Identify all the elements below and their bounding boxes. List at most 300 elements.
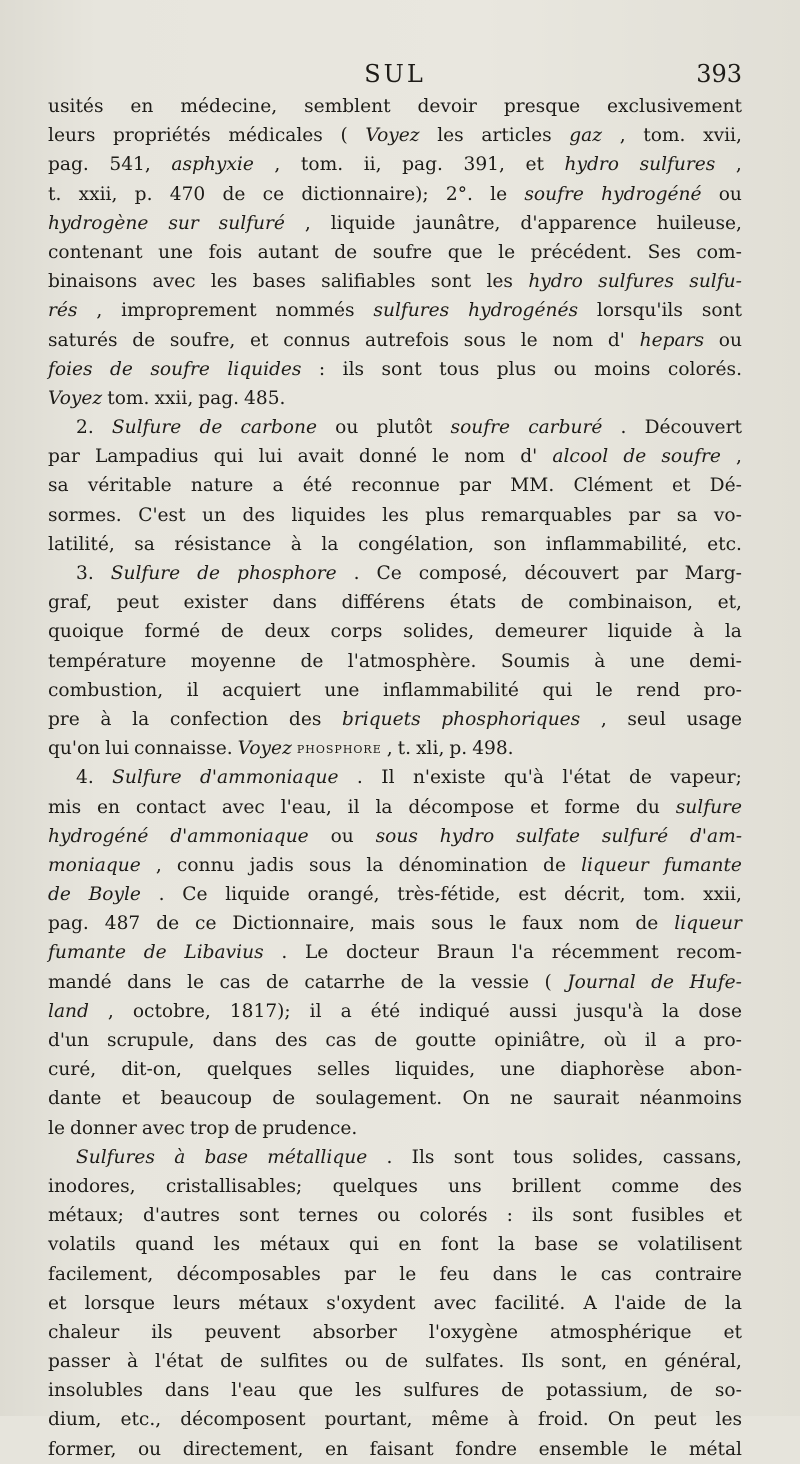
word: découvert	[524, 563, 619, 584]
word: cas	[600, 1263, 632, 1285]
word: ils	[531, 1205, 554, 1227]
word: base	[204, 1146, 249, 1168]
word: médecine,	[180, 96, 278, 117]
word: qui	[348, 1234, 379, 1256]
word: de	[110, 358, 133, 380]
word: la	[724, 1292, 742, 1314]
word: l'oxygène	[428, 1321, 519, 1343]
word: l'atmosphère.	[347, 650, 477, 672]
word: sulfures	[403, 1380, 480, 1402]
word: récemment	[551, 942, 659, 964]
word: comme	[611, 1175, 680, 1197]
word: métallique	[267, 1146, 368, 1168]
word: xxii,	[154, 387, 194, 409]
word: semblent	[304, 96, 391, 117]
word: devoir	[417, 96, 477, 117]
word: sa	[48, 475, 69, 497]
word: l'état	[562, 767, 611, 789]
word: nom	[464, 446, 506, 468]
word: soufre	[661, 446, 721, 468]
word: 3.	[76, 563, 94, 584]
word: Marg-	[684, 563, 742, 584]
word: asphyxie	[171, 154, 254, 176]
word: par	[635, 563, 668, 584]
word: dans	[272, 592, 317, 614]
word: décomposables	[176, 1263, 321, 1285]
word: xxii,	[78, 183, 118, 205]
word: sont	[381, 358, 422, 380]
word: sont	[430, 271, 472, 293]
word: à	[100, 708, 112, 730]
word: carburé	[528, 417, 603, 439]
word: une	[629, 650, 665, 672]
word: insolubles	[48, 1380, 143, 1402]
word: soufre	[372, 241, 433, 263]
word: peut	[116, 592, 159, 614]
text-line	[48, 471, 742, 500]
word: et	[48, 1292, 67, 1314]
word: les	[382, 504, 409, 526]
word: propriétés	[112, 125, 211, 147]
word: qui	[542, 679, 573, 701]
text-line	[48, 588, 742, 617]
word: ,	[735, 154, 742, 176]
word: ,	[155, 854, 162, 876]
word: la	[662, 1000, 680, 1022]
word: orangé,	[307, 884, 380, 906]
text-line	[48, 1347, 742, 1376]
word: chaleur	[48, 1321, 120, 1343]
word: faisant	[369, 1438, 434, 1460]
word: 2.	[76, 417, 94, 439]
word: le	[187, 971, 204, 993]
word: bases	[252, 271, 306, 293]
word: scrupule,	[106, 1030, 195, 1051]
word: 1817);	[229, 1000, 291, 1022]
word: par	[459, 475, 492, 497]
word: lorsqu'ils	[596, 300, 683, 322]
word: de	[143, 942, 167, 964]
word: fumante	[48, 942, 127, 964]
word: Découvert	[644, 417, 742, 439]
word: fois	[208, 241, 243, 263]
word: a	[674, 1030, 686, 1051]
text-line	[48, 705, 742, 734]
text-line	[48, 1318, 742, 1347]
word: .	[353, 563, 360, 584]
word: t.	[48, 183, 62, 205]
word: l'aide	[614, 1292, 666, 1314]
word: nom	[578, 913, 620, 935]
text-line	[48, 1201, 742, 1230]
word: seul	[627, 708, 666, 730]
text-line	[48, 1230, 742, 1259]
word: fondre	[455, 1438, 518, 1460]
word: cristallisables;	[165, 1175, 303, 1197]
word: forme	[564, 796, 621, 818]
word: reconnue	[351, 475, 440, 497]
word: une	[158, 241, 194, 263]
word: 498.	[472, 738, 514, 760]
word: colorés.	[667, 358, 742, 380]
word: à	[693, 621, 705, 643]
word: ou	[344, 1351, 369, 1373]
word: en	[97, 796, 120, 818]
word: solides,	[403, 621, 475, 643]
word: connaisse.	[134, 738, 233, 760]
word: quelques	[332, 1175, 418, 1197]
text-line	[48, 1026, 742, 1055]
word: octobre,	[132, 1000, 211, 1022]
word: les	[210, 271, 238, 293]
word: prudence.	[262, 1117, 358, 1139]
word: .	[281, 942, 288, 964]
word: les	[715, 1409, 742, 1431]
text-line	[48, 647, 742, 676]
text-line	[48, 150, 742, 179]
word: dans	[492, 1263, 538, 1285]
word: peuvent	[204, 1321, 281, 1343]
word: et,	[717, 592, 742, 614]
word: lui	[105, 738, 130, 760]
word: et	[530, 796, 549, 818]
word: à	[174, 1146, 186, 1168]
word: atmosphérique	[549, 1321, 692, 1343]
word: donner	[69, 1117, 137, 1139]
word: une	[324, 679, 360, 701]
word: sulfates.	[424, 1351, 505, 1373]
word: d'	[607, 329, 625, 351]
word: soufre	[150, 358, 210, 380]
word: moyenne	[190, 650, 277, 672]
word: absorber	[312, 1321, 397, 1343]
word: rend	[636, 679, 681, 701]
word: le	[595, 679, 613, 701]
word: le	[520, 329, 538, 351]
word: congélation,	[357, 533, 474, 555]
word: dose	[698, 1000, 742, 1022]
word: alcool	[552, 446, 609, 468]
word: saurait	[553, 1088, 620, 1110]
word: vo-	[713, 504, 742, 526]
word: le	[498, 241, 516, 263]
word: l'état	[155, 1351, 204, 1373]
page-number: 393	[696, 60, 742, 88]
word: exclusivement	[607, 96, 742, 117]
word: en	[130, 96, 154, 117]
word: et	[671, 475, 691, 497]
word: base	[534, 1234, 579, 1256]
word: Boyle	[88, 884, 141, 906]
word: et	[525, 154, 544, 176]
word: leurs	[173, 1292, 221, 1314]
word: 4.	[76, 767, 94, 789]
word: ou	[137, 1438, 162, 1460]
word: dante	[48, 1088, 102, 1110]
text-line	[48, 968, 742, 997]
word: gaz	[569, 125, 603, 147]
word: recom-	[676, 942, 742, 964]
word: métaux	[259, 1234, 330, 1256]
word: potassium,	[545, 1380, 649, 1402]
word: soufre	[450, 417, 511, 439]
word: sormes.	[48, 504, 122, 526]
word: à	[507, 1409, 519, 1431]
word: dictionnaire);	[301, 183, 429, 205]
word: pro-	[703, 679, 742, 701]
word: nommés	[275, 300, 355, 322]
word: Hufe-	[689, 971, 742, 993]
word: Sulfure	[110, 563, 181, 584]
word: les	[437, 125, 464, 147]
word: ,	[600, 708, 607, 730]
word: colorés	[419, 1205, 488, 1227]
text-line	[48, 121, 742, 150]
word: ,	[96, 300, 103, 322]
word: ou	[330, 825, 354, 847]
word: latilité,	[48, 533, 115, 555]
word: ,	[274, 154, 281, 176]
word: hydrogéné	[601, 183, 702, 205]
word: cas	[219, 971, 251, 993]
word: tom.	[643, 884, 686, 906]
word: néanmoins	[639, 1088, 742, 1110]
word: la	[132, 708, 150, 730]
word: sulfuré	[218, 212, 285, 234]
word: s'oxydent	[326, 1292, 416, 1314]
word: Ses	[647, 241, 681, 263]
word: inflammabilité	[382, 679, 519, 701]
word: Voyez	[237, 738, 292, 760]
word: font	[440, 1234, 479, 1256]
word: de	[222, 183, 246, 205]
word: A	[583, 1292, 597, 1314]
word: en	[398, 1234, 422, 1256]
page-header	[48, 58, 742, 92]
word: indiqué	[419, 1000, 490, 1022]
word: soufre	[524, 183, 584, 205]
word: sulfures	[373, 300, 450, 322]
word: 487	[104, 913, 141, 935]
word: Sulfure	[112, 767, 182, 789]
word: par	[628, 504, 661, 526]
word: à	[126, 1351, 139, 1373]
word: quelques	[206, 1059, 293, 1081]
word: qu'on	[48, 738, 101, 760]
word: combustion,	[48, 679, 164, 701]
word: avec	[221, 796, 265, 818]
word: dium,	[48, 1409, 102, 1431]
word: p.	[449, 738, 468, 760]
text-line	[48, 180, 742, 209]
word: n'existe	[412, 767, 486, 789]
text-line	[48, 1084, 742, 1113]
word: liquide	[607, 621, 673, 643]
word: xli,	[416, 738, 445, 760]
word: autrefois	[365, 329, 449, 351]
word: former,	[48, 1438, 117, 1460]
word: sont	[572, 1205, 613, 1227]
word: Voyez	[48, 387, 103, 409]
word: .	[356, 767, 363, 789]
word: C'est	[138, 504, 186, 526]
word: nom	[552, 329, 594, 351]
word: selles	[317, 1059, 371, 1081]
word: métaux;	[48, 1205, 124, 1227]
word: sous	[375, 825, 418, 847]
text-line	[48, 822, 742, 851]
word: hydrogénés	[468, 300, 578, 322]
word: jaunâtre,	[415, 212, 501, 234]
word: il	[347, 796, 360, 818]
word: en	[324, 1438, 348, 1460]
word: .	[620, 417, 627, 439]
word: tous	[513, 1146, 554, 1168]
word: xxii,	[703, 884, 742, 906]
word: 541,	[109, 154, 151, 176]
word: est	[518, 884, 547, 906]
word: tous	[439, 358, 480, 380]
word: un	[202, 504, 227, 526]
word: ternes	[298, 1205, 359, 1227]
word: ou	[718, 183, 742, 205]
word: etc.,	[120, 1409, 162, 1431]
word: Soumis	[500, 650, 570, 672]
word: Libavius	[184, 942, 264, 964]
word: graf,	[48, 592, 93, 614]
word: de	[220, 621, 244, 643]
text-line	[48, 734, 742, 763]
word: résistance	[174, 533, 272, 555]
word: décomposent	[180, 1409, 306, 1431]
word: exister	[183, 592, 248, 614]
word: en	[624, 1351, 648, 1373]
word: mais	[371, 913, 416, 935]
word: docteur	[346, 942, 419, 964]
word: rés	[48, 300, 78, 322]
word: remarquables	[481, 504, 612, 526]
word: t.	[397, 738, 412, 760]
word: de	[234, 1117, 258, 1139]
text-line	[48, 1376, 742, 1405]
word: a	[272, 475, 284, 497]
word: de	[651, 971, 675, 993]
word: ou	[335, 417, 359, 439]
word: et	[250, 329, 269, 351]
word: liquides	[291, 504, 366, 526]
word: etc.	[707, 533, 742, 555]
word: d'un	[48, 1030, 89, 1051]
word: le	[560, 1263, 578, 1285]
word: connus	[283, 329, 351, 351]
word: tom.	[107, 387, 150, 409]
word: 391,	[463, 154, 505, 176]
word: la	[321, 533, 339, 555]
word: confection	[169, 708, 269, 730]
word: composé,	[418, 563, 508, 584]
word: land	[48, 1000, 89, 1022]
word: ,	[107, 1000, 114, 1022]
word: sulfate	[516, 825, 581, 847]
word: les	[355, 1380, 382, 1402]
word: de	[197, 563, 221, 584]
word: de	[220, 1351, 244, 1373]
word: hydro	[564, 154, 619, 176]
word: carbone	[240, 417, 317, 439]
word: (	[544, 971, 552, 993]
text-line	[48, 413, 742, 442]
word: de	[265, 971, 289, 993]
word: de	[543, 854, 566, 876]
word: ,	[619, 125, 626, 147]
word: sulfu-	[689, 271, 742, 293]
word: de	[400, 971, 424, 993]
word: de	[623, 446, 647, 468]
word: salifiables	[321, 271, 416, 293]
word: soulagement.	[315, 1088, 443, 1110]
word: ou	[553, 358, 577, 380]
word: mandé	[48, 971, 112, 993]
word: combinaison,	[568, 592, 693, 614]
text-line	[48, 997, 742, 1026]
word: Lampadius	[95, 446, 199, 468]
word: froid.	[537, 1409, 589, 1431]
word: cas	[325, 1030, 357, 1051]
word: de	[683, 1292, 707, 1314]
word: et	[723, 1205, 742, 1227]
word: d'ammoniaque	[170, 825, 309, 847]
word: On	[607, 1409, 636, 1431]
text-line	[48, 1405, 742, 1434]
word: presque	[503, 96, 581, 117]
word: liquides	[227, 358, 302, 380]
word: pag.	[48, 154, 89, 176]
word: soufre,	[169, 329, 236, 351]
word: d'apparence	[520, 212, 637, 234]
word: pag.	[48, 913, 89, 935]
word: ne	[509, 1088, 533, 1110]
word: xvii,	[703, 125, 742, 147]
word: faux	[522, 913, 563, 935]
word: hydrogène	[48, 212, 149, 234]
text-line	[48, 1114, 742, 1143]
word: opiniâtre,	[494, 1030, 586, 1051]
word: hepars	[639, 329, 705, 351]
word: brillent	[511, 1175, 582, 1197]
word: connu	[176, 854, 235, 876]
word: passer	[48, 1351, 110, 1373]
word: sulfures	[598, 271, 674, 293]
text-line	[48, 296, 742, 325]
running-head: SUL	[364, 60, 426, 88]
word: de	[199, 417, 223, 439]
word: aussi	[508, 1000, 557, 1022]
word: états	[449, 592, 497, 614]
word: la	[375, 796, 393, 818]
word: de	[334, 241, 358, 263]
word: dit-on,	[121, 1059, 182, 1081]
word: Dé-	[709, 475, 742, 497]
word: dans	[164, 1380, 210, 1402]
word: sulfures	[639, 154, 716, 176]
word: les	[213, 1234, 241, 1256]
word: Journal	[567, 971, 636, 993]
word: curé,	[48, 1059, 97, 1081]
word: contact	[135, 796, 206, 818]
word: autant	[257, 241, 319, 263]
word: dans	[212, 1030, 257, 1051]
word: liqueur	[674, 913, 742, 935]
